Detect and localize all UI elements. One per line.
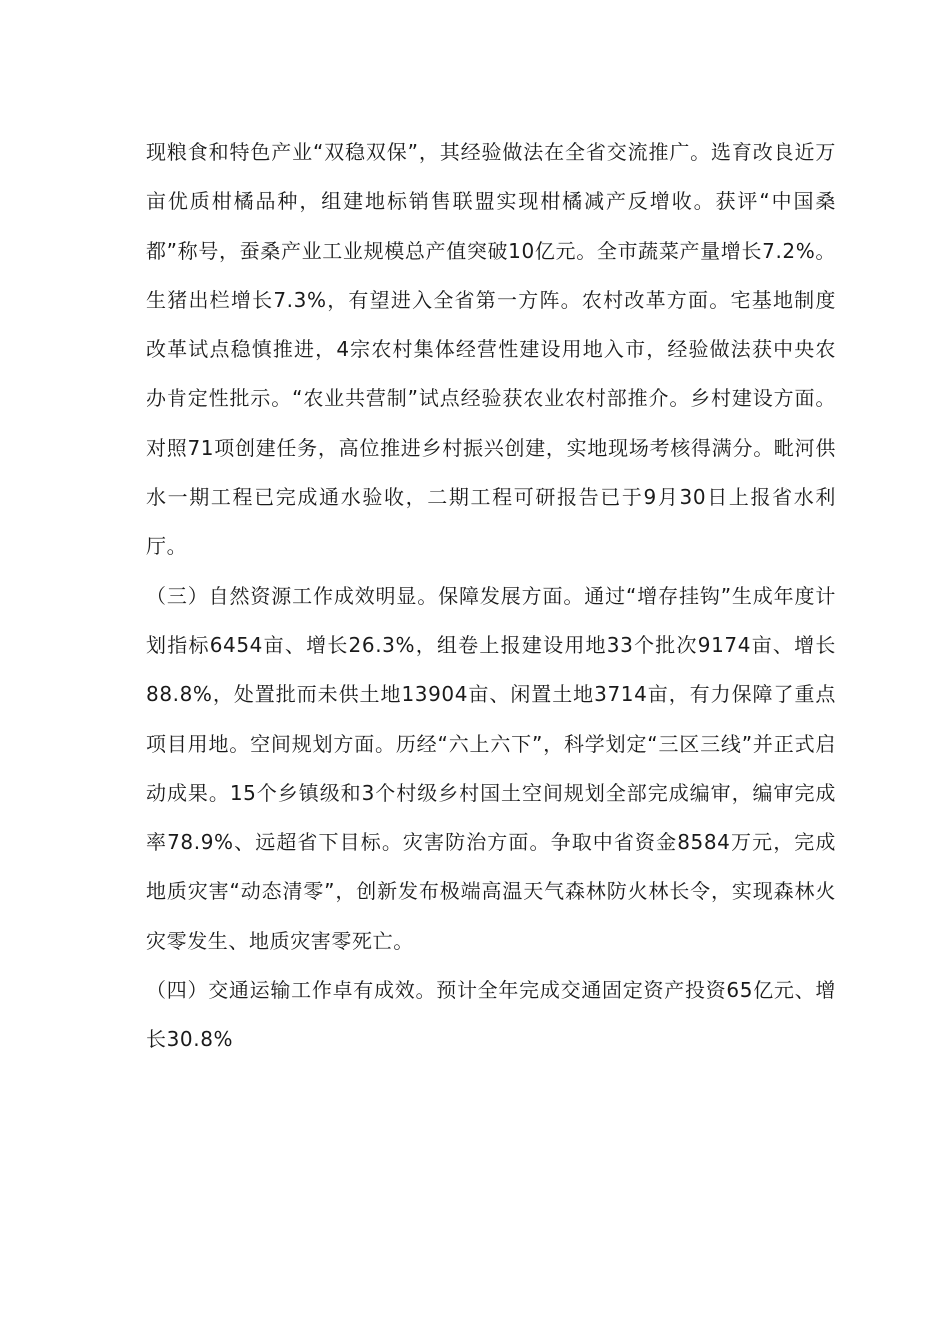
paragraph-agriculture: 现粮食和特色产业“双稳双保”，其经验做法在全省交流推广。选育改良近万亩优质柑橘品种，组建地标销售联盟实现柑橘减产反增收。获评“中国桑都”称号，蚕桑产业工业规模总产值突破10亿元。全市蔬菜产量增长7.2%。生猪出栏增长7.3%，有望进入全省第一方阵。农村改革方面。宅基地制度改革试点稳慎推进，4宗农村集体经营性建设用地入市，经验做法获中央农办肯定性批示。“农业共营制”试点经验获农业农村部推介。乡村建设方面。对照71项创建任务，高位推进乡村振兴创建，实地现场考核得满分。毗河供水一期工程已完成通水验收，二期工程可研报告已于9月30日上报省水利厅。 <box>146 140 836 559</box>
paragraph-natural-resources: （三）自然资源工作成效明显。保障发展方面。通过“增存挂钩”生成年度计划指标6454亩、增长26.3%，组卷上报建设用地33个批次9174亩、增长88.8%，处置批而未供土地13904亩、闲置土地3714亩，有力保障了重点项目用地。空间规划方面。历经“六上六下”，科学划定“三区三线”并正式启动成果。15个乡镇级和3个村级乡村国土空间规划全部完成编审，编审完成率78.9%、远超省下目标。灾害防治方面。争取中省资金8584万元，完成地质灾害“动态清零”，创新发布极端高温天气森林防火林长令，实现森林火灾零发生、地质灾害零死亡。 <box>146 583 836 953</box>
paragraph-transportation: （四）交通运输工作卓有成效。预计全年完成交通固定资产投资65亿元、增长30.8% <box>146 978 836 1052</box>
document-body <box>146 128 836 1065</box>
